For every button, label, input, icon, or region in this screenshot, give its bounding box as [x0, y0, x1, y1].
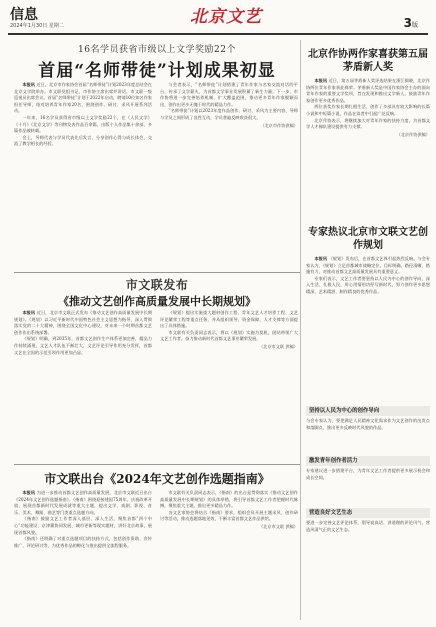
paragraph-text: 《指南》还明确了对重点选题项目的扶持方式，包括创作资助、宣传推广、评论研讨等，为优秀作品的孵化与推出提供全流程服务。: [14, 536, 152, 548]
paragraph-text: 为进一步推动首都文艺创作高质量发展，北京市文联近日出台《2024年文艺创作选题指南》。《指南》围绕迎接建国75周年、庆祝改革开放、展现首都新时代发展成就等重大主题，提出文学、戏剧、影视、音乐、美术、舞蹈、曲艺等门类重点选题方向。: [14, 490, 152, 515]
lead-body-col-2: [160, 82, 298, 268]
paragraph-text: 《指南》鼓励文艺工作者深入基层、深入生活，聚焦首都“四个中心”功能建设、京津冀协同发展、城市更新等现实题材，讲好北京故事，展现首都风貌。: [14, 516, 152, 535]
lead-body-col-1: [14, 82, 152, 268]
paragraph-text: 《规划》发布后，在首都文艺界引起热烈反响。与会专家认为，《规划》立足首都城市战略定位，目标明确、路径清晰、措施有力，对推动首都文艺高质量发展具有重要意义。: [306, 256, 430, 275]
right2-body: [306, 256, 430, 402]
article-paragraph: [306, 276, 430, 296]
article-paragraph: [160, 82, 298, 108]
article-paragraph: [306, 118, 430, 131]
column-divider: [300, 40, 301, 620]
byline: （北京市文联 供稿）: [258, 523, 298, 529]
article-paragraph: [306, 78, 430, 104]
article-paragraph: [306, 104, 430, 117]
article-paragraph: [306, 256, 430, 276]
article-paragraph: [14, 82, 152, 115]
byline: （北京市文联 供稿）: [258, 343, 298, 349]
paragraph-text: 专家们表示，文艺工作者要坚持以人民为中心的创作导向，深入生活、扎根人民，用心用情用功抒写新时代，努力创作更多思想精深、艺术精湛、制作精良的优秀作品。: [306, 275, 430, 294]
article-paragraph: [14, 336, 152, 356]
masthead-logo: 北京文艺: [190, 7, 262, 27]
article-paragraph: [14, 310, 152, 336]
article3-title: [14, 470, 300, 487]
paragraph-text: 与会者表示，“名师带徒”计划搭建了青年作家与名家交流对话的平台，传承了文学薪火，为首都文学事业发展积蓄了新生力量。下一步，市作协将进一步完善培养机制，扩大覆盖范围，推动更多青年作家脱颖而出，创作出更多无愧于时代的精品力作。: [160, 82, 298, 107]
article3-body-col-2: [160, 490, 298, 620]
article3-headline: [14, 470, 300, 487]
byline: （北京作协供稿）: [396, 131, 430, 137]
right1-headline: 北京作协两作家喜获第五届茅盾新人奖: [308, 49, 428, 73]
article2-title: 《推动文艺创作高质量发展中长期规划》: [58, 295, 256, 308]
article-paragraph: [14, 536, 152, 549]
right2-box-1: 坚持以人民为中心的创作导向: [306, 406, 430, 416]
right2-box-3-text: 要进一步完善文艺评论体系，倡导说真话、讲道理的评论风气，营造风清气正的文艺生态。: [306, 520, 430, 532]
right2-headline: 专家热议北京市文联文艺创作规划: [308, 227, 428, 251]
paragraph-text: 《规划》提出实施重大题材创作工程、青年文艺人才培养工程、文艺评论繁荣工程等重点任务，并从组织领导、资金保障、人才支撑等方面提出了具体措施。: [160, 310, 298, 329]
paragraph-text: 各文艺家协会将结合《指南》要求，组织会员开展主题采风、创作研讨等活动，推动选题落地见效，不断丰富首都文艺作品供给。: [160, 509, 298, 522]
right2-box-3: 营造良好文艺生态: [306, 508, 430, 518]
article-paragraph: [160, 310, 298, 330]
paragraph-text: 市文联有关负责同志表示，将以《规划》实施为契机，团结带领广大文艺工作者，奋力推动新时代首都文艺事业繁荣发展。: [160, 329, 298, 342]
paragraph-text: 两位获奖作家长期扎根生活，创作了多部具有较大影响的长篇小说和中短篇小说，作品在读者中引起广泛反响。: [306, 104, 430, 116]
dateline: 本报讯: [22, 490, 37, 495]
lead-kicker: 16名学员获省市级以上文学奖励22个: [78, 45, 236, 55]
right2-box-2: 激发青年创作者活力: [306, 456, 430, 466]
paragraph-text: 近日，第五届茅盾新人奖评选结果在浙江揭晓，北京作协两位青年作家获此殊荣。茅盾新人奖是中国作家协会主办的面向青年作家的重要文学奖项，旨在发现和推出文学新人，鼓励青年作家创作更多优秀作品。: [306, 78, 430, 103]
paragraph-text: 市文联有关负责同志表示，《指南》的出台是贯彻落实《推动文艺创作高质量发展中长期规划》的具体举措，将引导首都文艺工作者把握时代脉搏，聚焦重大主题，推出更多精品力作。: [160, 490, 298, 509]
article2-headline: [14, 276, 300, 309]
dateline: 本报讯: [22, 82, 37, 87]
article2-kicker: 市文联发布: [125, 278, 189, 292]
article3-kicker: 市文联出台: [44, 472, 105, 486]
page-number-value: 3: [403, 16, 412, 30]
separator-1: [14, 272, 300, 273]
article3-body-col-1: [14, 490, 152, 620]
article2-body-col-2: [160, 310, 298, 460]
page-header: [0, 0, 436, 36]
issue-date: 2024年1月30日 星期二: [10, 23, 64, 29]
page-number: [404, 16, 418, 30]
article3-title-text: 《2024年文艺创作选题指南》: [104, 472, 270, 486]
right2-box-2-text: 专家建议进一步搭建平台，为青年文艺工作者提供更多展示机会和成长空间。: [306, 468, 430, 480]
dateline: 本报讯: [314, 78, 329, 83]
paragraph-text: “名师带徒”计划以2023年度作品创作、研讨、采风为主要内容，导师与学员之间形成了良性互动，学员普遍反映收获很大。: [160, 108, 298, 120]
paragraph-text: 近日，北京市作家协会首届“名师带徒”计划2023年度总结会在北京文学院举办。市文联党组书记、市作协主席出席并讲话，市文联一级巡视员出席会议。首届“名师带徒”计划于2022年启动，聘请10位知名作家担任导师，结对培养青年作家20名，围绕创作、研讨、采风开展系列活动。: [14, 82, 152, 114]
article2-body-col-1: [14, 310, 152, 460]
header-rule: [8, 33, 428, 35]
article-paragraph: [160, 330, 298, 343]
paragraph-text: 会上，导师代表与学员代表先后发言，分享创作心得与成长体会，交流了教学相长的经验。: [14, 134, 152, 147]
right2-box-1-text: 与会专家认为，要把满足人民精神文化需求作为文艺创作的出发点和落脚点，推出更多反映时代风貌的作品。: [306, 418, 430, 430]
article-paragraph: [160, 108, 298, 121]
article-paragraph: [14, 516, 152, 536]
paragraph-text: 《规划》明确，到2035年，首都文艺创作生产体系更加完善，精品力作持续涌现，文艺人才队伍不断壮大，文艺评论引导作用充分发挥，首都文艺在全国的示范引领作用更加凸显。: [14, 336, 152, 355]
article-paragraph: [14, 490, 152, 516]
lead-title: 首届“名师带徒”计划成果初显: [38, 61, 276, 81]
article-paragraph: [160, 510, 298, 523]
page-number-label: 版: [411, 22, 418, 29]
dateline: 本报讯: [314, 256, 329, 261]
section-title: 信息: [10, 7, 38, 23]
article-paragraph: [14, 135, 152, 148]
byline: （北京市作协供稿）: [260, 122, 298, 128]
paragraph-text: 北京作协表示，将继续加大对青年作家的扶持力度，为首都文学人才梯队建设提供有力支撑。: [306, 117, 430, 130]
paragraph-text: 近日，北京市文联正式发布《推动文艺创作高质量发展中长期规划》。《规划》以习近平新时代中国特色社会主义思想为指导，深入贯彻落实党的二十大精神，围绕全国文化中心建设，对未来一个时期首都文艺创作作出系统部署。: [14, 310, 152, 335]
article-paragraph: [160, 490, 298, 510]
lead-headline: [14, 42, 300, 81]
paragraph-text: 一年来，16名学员获得省市级以上文学奖励22个，在《人民文学》《十月》《北京文学》等刊物发表作品百余篇，出版个人作品集十余部，多篇作品被转载。: [14, 114, 152, 134]
article-paragraph: [14, 115, 152, 135]
dateline: 本报讯: [22, 310, 37, 315]
separator-2: [14, 464, 300, 465]
